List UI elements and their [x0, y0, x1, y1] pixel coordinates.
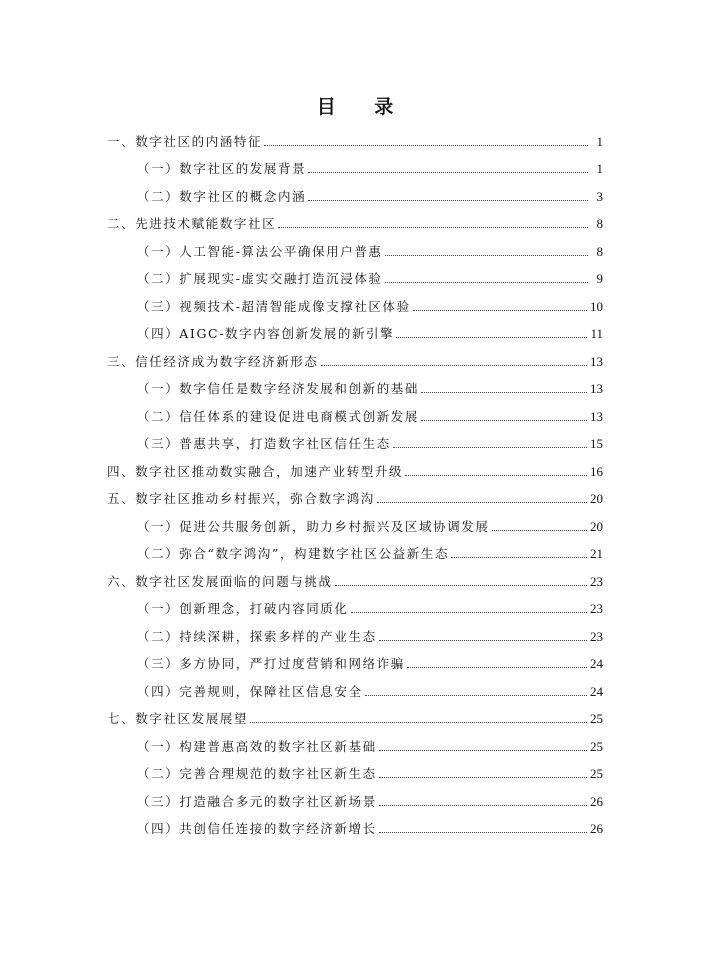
- toc-entry-title: （二）弥合“数字鸿沟”，构建数字社区公益新生态: [137, 546, 450, 561]
- toc-entry-title: 七、数字社区发展展望: [107, 711, 249, 726]
- toc-dot-leader: [492, 530, 587, 531]
- toc-entry-title: （三）视频技术-超清智能成像支撑社区体验: [137, 298, 411, 314]
- toc-section-entry[interactable]: [107, 648, 603, 676]
- toc-page-number: 13: [590, 353, 603, 369]
- toc-entry-title: （二）信任体系的建设促进电商模式创新发展: [137, 408, 420, 424]
- toc-page-number: 15: [590, 436, 603, 451]
- toc-page-number: 13: [590, 381, 603, 396]
- toc-dot-leader: [308, 200, 588, 201]
- toc-entry-title: （四）AIGC-数字内容创新发展的新引擎: [137, 326, 395, 341]
- toc-entry-title: （一）数字信任是数字经济发展和创新的基础: [137, 381, 420, 396]
- toc-entry-title: （一）促进公共服务创新，助力乡村振兴及区域协调发展: [137, 518, 490, 534]
- toc-chapter-entry[interactable]: [107, 125, 603, 153]
- toc-dot-leader: [379, 832, 587, 833]
- toc-page-number: 16: [590, 463, 603, 479]
- toc-dot-leader: [393, 447, 587, 448]
- toc-entry-title: （二）数字社区的概念内涵: [137, 188, 307, 204]
- toc-section-entry[interactable]: [107, 153, 603, 181]
- table-of-contents: [107, 125, 603, 840]
- toc-section-entry[interactable]: [107, 263, 603, 291]
- toc-chapter-entry[interactable]: [107, 703, 603, 731]
- toc-section-entry[interactable]: [107, 510, 603, 538]
- toc-section-entry[interactable]: [107, 400, 603, 428]
- toc-page-number: 20: [590, 491, 603, 506]
- toc-page-number: 23: [590, 601, 603, 616]
- toc-dot-leader: [421, 420, 587, 421]
- toc-page-number: 3: [596, 188, 603, 204]
- toc-entry-title: （一）数字社区的发展背景: [137, 161, 307, 176]
- toc-dot-leader: [321, 365, 587, 366]
- toc-dot-leader: [379, 750, 587, 751]
- toc-section-entry[interactable]: [107, 318, 603, 346]
- toc-entry-title: （一）创新理念，打破内容同质化: [137, 601, 349, 616]
- toc-page-number: 23: [590, 628, 603, 644]
- toc-entry-title: 二、先进技术赋能数字社区: [107, 216, 277, 231]
- toc-page-number: 26: [590, 821, 603, 836]
- toc-page-number: 26: [590, 793, 603, 809]
- toc-section-entry[interactable]: [107, 290, 603, 318]
- toc-section-entry[interactable]: [107, 373, 603, 401]
- toc-dot-leader: [451, 557, 587, 558]
- toc-section-entry[interactable]: [107, 593, 603, 621]
- toc-dot-leader: [379, 640, 587, 641]
- toc-dot-leader: [379, 777, 587, 778]
- toc-entry-title: 三、信任经济成为数字经济新形态: [107, 353, 319, 369]
- toc-entry-title: （一）构建普惠高效的数字社区新基础: [137, 738, 377, 754]
- toc-dot-leader: [377, 502, 587, 503]
- toc-dot-leader: [405, 475, 587, 476]
- toc-page-number: 9: [596, 271, 603, 286]
- toc-dot-leader: [385, 282, 588, 283]
- toc-chapter-entry[interactable]: [107, 455, 603, 483]
- toc-page-number: 25: [590, 766, 603, 781]
- toc-section-entry[interactable]: [107, 730, 603, 758]
- toc-section-entry[interactable]: [107, 428, 603, 456]
- toc-chapter-entry[interactable]: [107, 565, 603, 593]
- toc-page-number: 8: [596, 243, 603, 259]
- toc-entry-title: （二）扩展现实-虚实交融打造沉浸体验: [137, 271, 383, 286]
- toc-entry-title: 一、数字社区的内涵特征: [107, 133, 263, 149]
- toc-page-number: 25: [590, 711, 603, 726]
- toc-dot-leader: [351, 612, 587, 613]
- toc-section-entry[interactable]: [107, 235, 603, 263]
- toc-dot-leader: [250, 722, 587, 723]
- toc-entry-title: （四）共创信任连接的数字经济新增长: [137, 821, 377, 836]
- toc-entry-title: 六、数字社区发展面临的问题与挑战: [107, 573, 333, 589]
- toc-page-number: 23: [590, 573, 603, 589]
- toc-dot-leader: [278, 227, 588, 228]
- page-title: 目 录: [316, 96, 410, 118]
- toc-section-entry[interactable]: [107, 758, 603, 786]
- toc-entry-title: （二）完善合理规范的数字社区新生态: [137, 766, 377, 781]
- toc-entry-title: （二）持续深耕，探索多样的产业生态: [137, 628, 377, 644]
- toc-chapter-entry[interactable]: [107, 345, 603, 373]
- toc-entry-title: （三）普惠共享，打造数字社区信任生态: [137, 436, 391, 451]
- toc-dot-leader: [264, 145, 588, 146]
- toc-dot-leader: [335, 585, 587, 586]
- toc-entry-title: （一）人工智能-算法公平确保用户普惠: [137, 243, 383, 259]
- toc-entry-title: （三）打造融合多元的数字社区新场景: [137, 793, 377, 809]
- toc-page-number: 21: [590, 546, 603, 561]
- toc-chapter-entry[interactable]: [107, 483, 603, 511]
- toc-page-number: 13: [590, 408, 603, 424]
- toc-page-number: 24: [590, 656, 603, 671]
- toc-page-number: 8: [596, 216, 603, 231]
- toc-dot-leader: [407, 667, 587, 668]
- toc-page-number: 1: [596, 161, 603, 176]
- toc-section-entry[interactable]: [107, 675, 603, 703]
- toc-page-number: 25: [590, 738, 603, 754]
- toc-section-entry[interactable]: [107, 180, 603, 208]
- toc-entry-title: 五、数字社区推动乡村振兴，弥合数字鸿沟: [107, 491, 375, 506]
- toc-entry-title: 四、数字社区推动数实融合，加速产业转型升级: [107, 463, 404, 479]
- toc-page-number: 20: [590, 518, 603, 534]
- toc-section-entry[interactable]: [107, 813, 603, 841]
- toc-chapter-entry[interactable]: [107, 208, 603, 236]
- toc-section-entry[interactable]: [107, 785, 603, 813]
- toc-dot-leader: [365, 695, 587, 696]
- toc-dot-leader: [413, 310, 587, 311]
- toc-page-number: 24: [590, 683, 603, 699]
- toc-page-number: 10: [590, 298, 603, 314]
- toc-section-entry[interactable]: [107, 538, 603, 566]
- toc-entry-title: （四）完善规则，保障社区信息安全: [137, 683, 363, 699]
- toc-page-number: 1: [596, 133, 603, 149]
- toc-section-entry[interactable]: [107, 620, 603, 648]
- toc-dot-leader: [379, 805, 587, 806]
- toc-dot-leader: [385, 255, 588, 256]
- toc-dot-leader: [421, 392, 587, 393]
- toc-page-number: 11: [590, 326, 603, 341]
- toc-entry-title: （三）多方协同，严打过度营销和网络诈骗: [137, 656, 405, 671]
- toc-dot-leader: [308, 172, 588, 173]
- toc-dot-leader: [396, 337, 587, 338]
